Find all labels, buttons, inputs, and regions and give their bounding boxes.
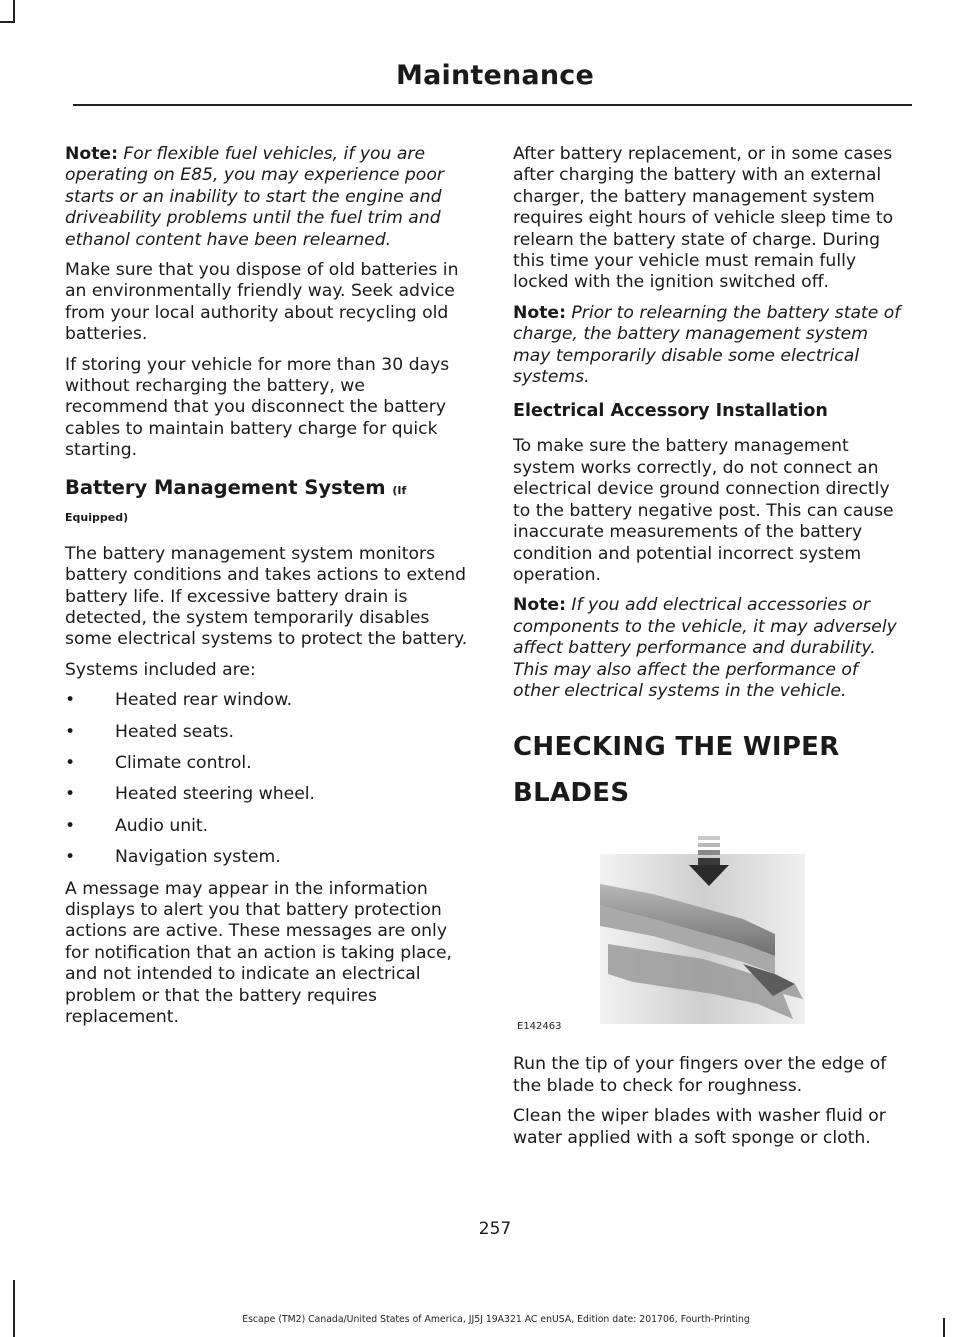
- list-item: [65, 753, 471, 774]
- note-flex-fuel: [65, 144, 471, 251]
- paragraph-systems-intro: Systems included are:: [65, 659, 256, 680]
- crop-mark-bottom-left: [13, 1280, 15, 1337]
- figure-label: E142463: [517, 1021, 562, 1033]
- paragraph-after-replacement: After battery replacement, or in some cases after charging the battery with an external charger, the battery management system requires eight hours of vehicle sleep time to relearn the battery state of charge. During this time your vehicle must remain fully locked with the ignition switched off.: [513, 144, 894, 293]
- note-text: For flexible fuel vehicles, if you are operating on E85, you may experience poor starts or an inability to start the engine and driveability problems until the fuel trim and ethanol content have been relearned.: [65, 144, 444, 250]
- bullet: •: [65, 752, 76, 773]
- header-rule: [73, 104, 912, 106]
- note-accessories: [513, 595, 908, 702]
- paragraph-bms-monitors: The battery management system monitors battery conditions and takes actions to extend battery life. If excessive battery drain is detected, the system temporarily disables some electrical systems to protect the battery.: [65, 543, 468, 650]
- list-item-text: Audio unit.: [115, 815, 209, 836]
- list-item-text: Heated seats.: [115, 721, 234, 742]
- paragraph-message: A message may appear in the information displays to alert you that battery protection actions are active. These messages are only for notification that an action is taking place, and not intended to indicate an electrical problem or that the battery requires replacement.: [65, 878, 453, 1027]
- title-line-1: CHECKING THE WIPER: [513, 732, 840, 763]
- right-column: [513, 144, 908, 1158]
- paragraph-run-tip: Run the tip of your fingers over the edge of the blade to check for roughness.: [513, 1054, 887, 1096]
- bullet: •: [65, 847, 76, 868]
- list-item: [65, 784, 471, 805]
- bullet: •: [65, 721, 76, 742]
- paragraph-accessory-ground: To make sure the battery management system works correctly, do not connect an electrical device ground connection directly to the battery negative post. This can cause inaccurate measurements of the battery condition and potential incorrect system operation.: [513, 436, 894, 585]
- list-item: [65, 690, 471, 711]
- paragraph-dispose: Make sure that you dispose of old batteries in an environmentally friendly way. Seek advice from your local authority about recycling old batteries.: [65, 260, 459, 345]
- page-number: 257: [478, 1219, 512, 1239]
- list-item: [65, 722, 471, 743]
- section-tag-equipped: Equipped): [65, 510, 129, 524]
- list-item-text: Climate control.: [115, 752, 252, 773]
- wiper-blade-illustration: [513, 834, 813, 1034]
- list-item-text: Heated steering wheel.: [115, 784, 316, 805]
- systems-list: [65, 690, 471, 868]
- list-item: [65, 816, 471, 837]
- subsection-title-accessory: Electrical Accessory Installation: [513, 401, 828, 422]
- list-item-text: Heated rear window.: [115, 690, 293, 711]
- list-item-text: Navigation system.: [115, 847, 281, 868]
- left-column: [65, 144, 471, 1037]
- title-line-2: BLADES: [513, 778, 630, 809]
- section-title-wiper-blades: [513, 724, 908, 816]
- note-label: Note:: [513, 595, 566, 616]
- list-item: [65, 847, 471, 868]
- crop-mark-top-left-h: [0, 21, 15, 23]
- section-title-text: Battery Management System: [65, 475, 386, 499]
- footer-edition: Escape (TM2) Canada/United States of America, JJ5J 19A321 AC enUSA, Edition date: 201706, Fourth-Printing: [242, 1314, 750, 1325]
- bullet: •: [65, 815, 76, 836]
- paragraph-clean-blades: Clean the wiper blades with washer fluid or water applied with a soft sponge or cloth.: [513, 1106, 886, 1148]
- note-text: Prior to relearning the battery state of charge, the battery management system may temporarily disable some electrical systems.: [513, 302, 901, 388]
- wiper-blade-image: [513, 834, 813, 1034]
- note-label: Note:: [65, 144, 118, 164]
- section-tag-if: (If: [392, 483, 407, 497]
- section-title-battery-management: [65, 476, 471, 530]
- note-relearning: [513, 303, 908, 389]
- note-label: Note:: [513, 302, 566, 323]
- page-header-title: Maintenance: [396, 60, 594, 91]
- crop-mark-top-left: [13, 0, 15, 22]
- bullet: •: [65, 784, 76, 805]
- note-text: If you add electrical accessories or components to the vehicle, it may adversely affect battery performance and durability. This may also affect the performance of other electrical systems in the vehicle.: [513, 595, 897, 701]
- bullet: •: [65, 690, 76, 711]
- paragraph-storing: If storing your vehicle for more than 30 days without recharging the battery, we recommend that you disconnect the battery cables to maintain battery charge for quick starting.: [65, 354, 450, 461]
